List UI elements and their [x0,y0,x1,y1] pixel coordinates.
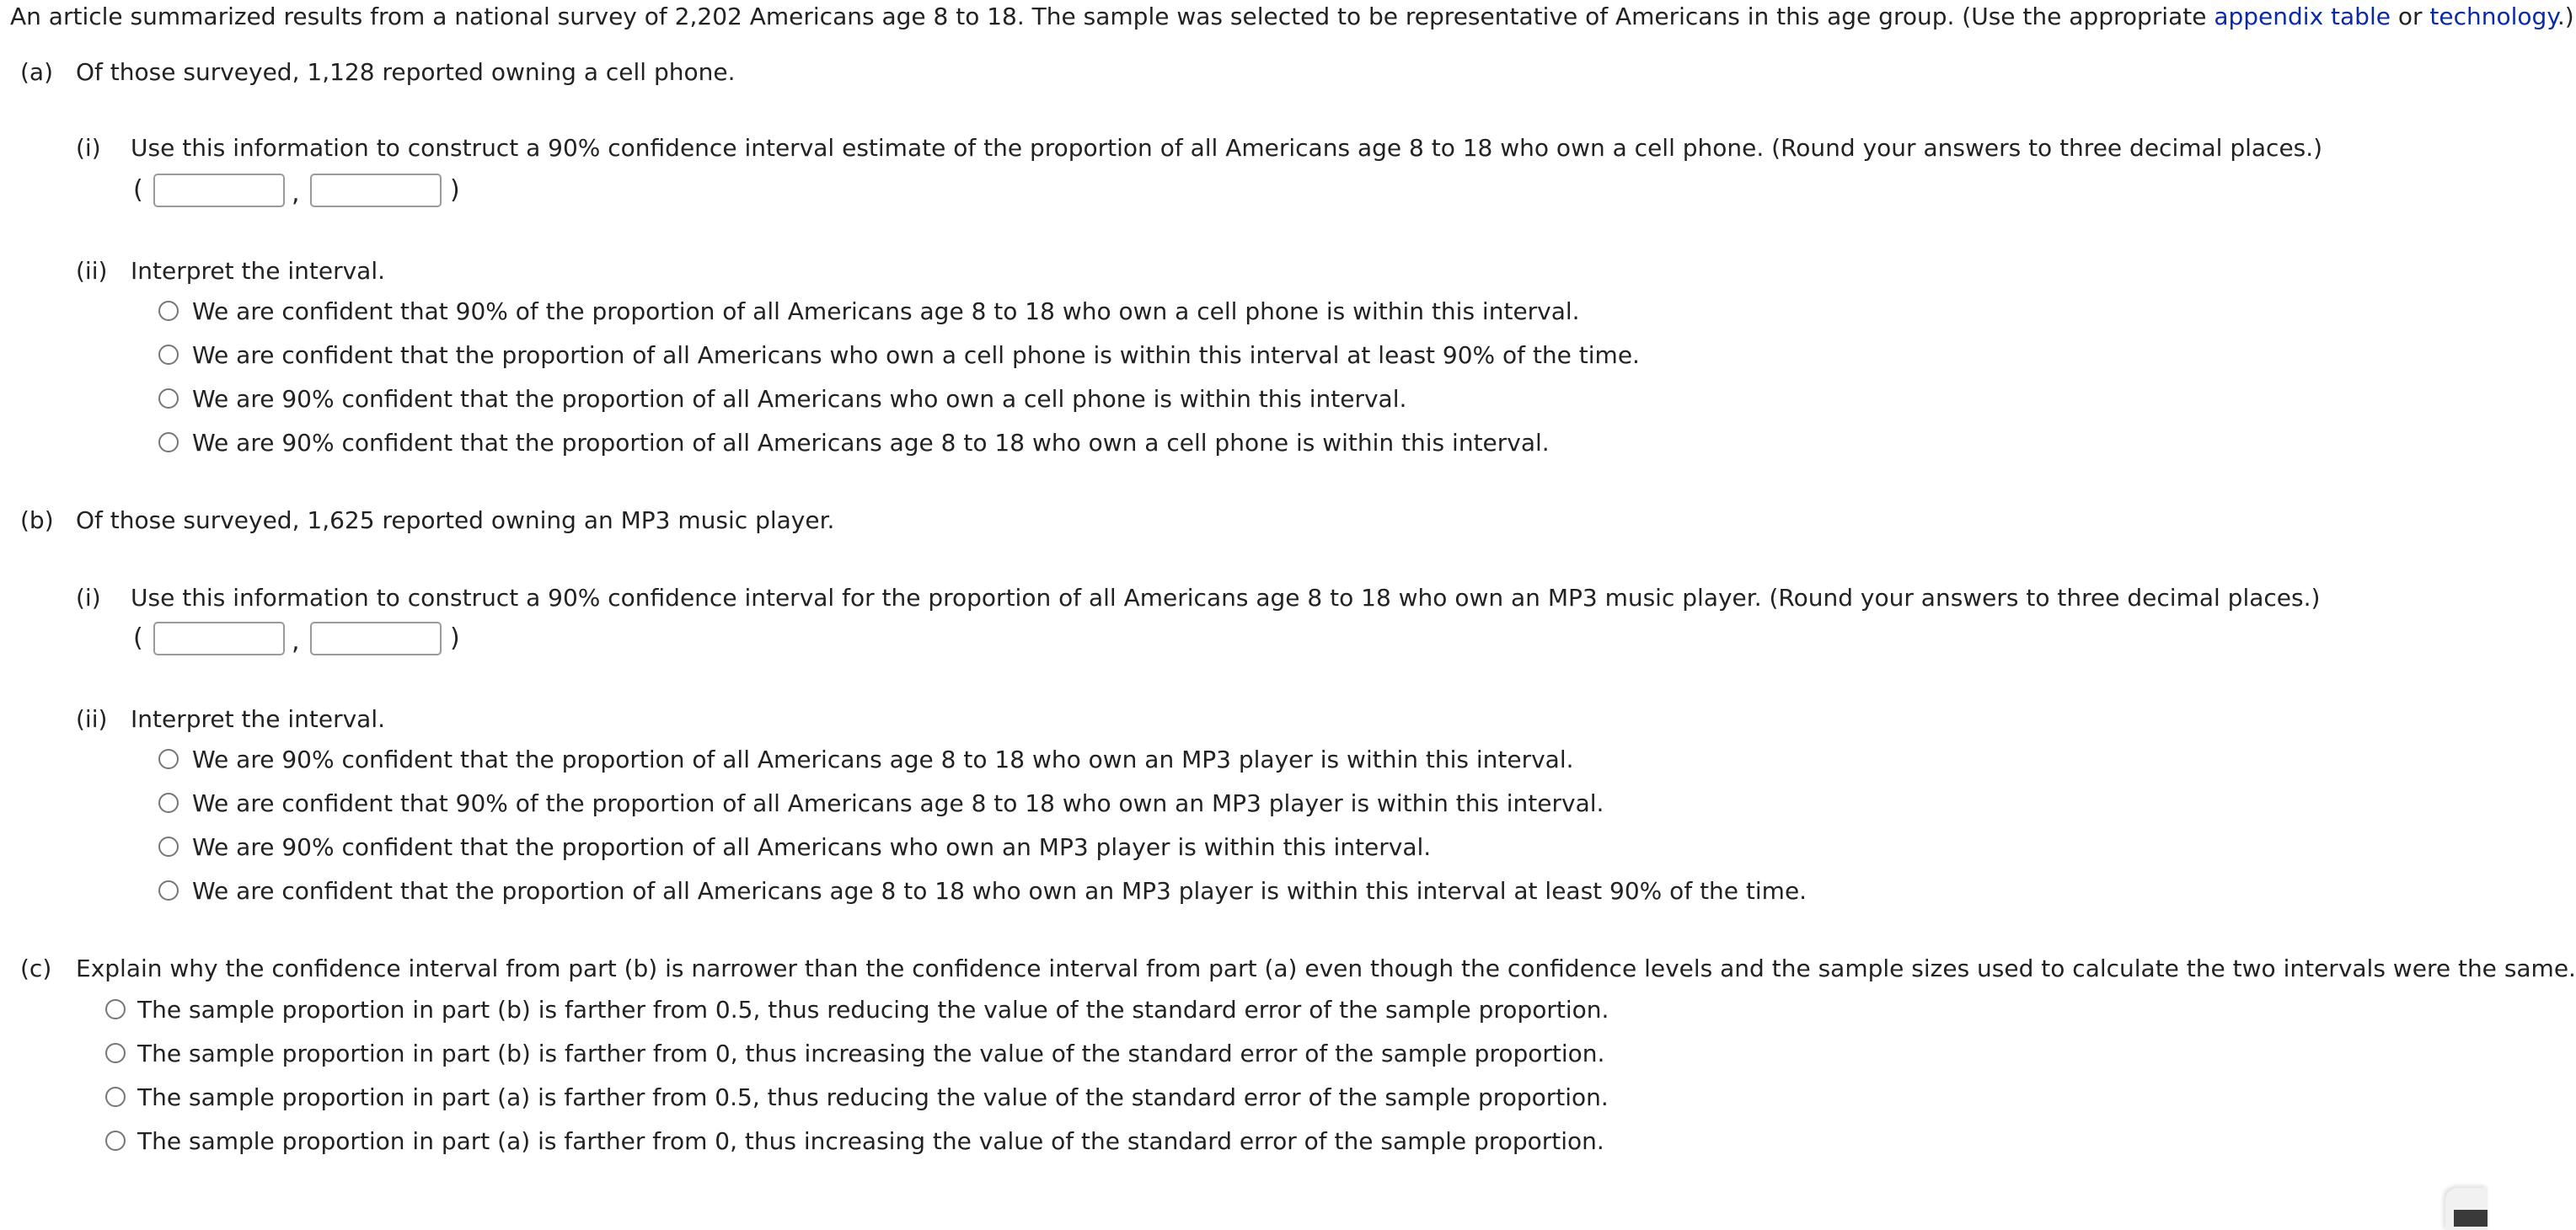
intro-text: An article summarized results from a national survey of 2,202 Americans age 8 to 18. The sample was selected to be representative of Americans in this age group. (Use the appropriate [10,3,2215,30]
part-c-option-1-label[interactable]: The sample proportion in part (b) is farther from 0.5, thus reducing the value of the standard error of the sample proportion. [137,996,1609,1024]
part-c-option-3-label[interactable]: The sample proportion in part (a) is farther from 0.5, thus reducing the value of the standard error of the sample proportion. [137,1083,1609,1111]
part-a-ii-option-2-radio[interactable] [158,345,179,365]
part-c-option-1-radio[interactable] [105,999,126,1019]
part-a-ii-label: (ii) [76,257,108,285]
part-b-ii-option-1-radio[interactable] [158,749,179,769]
part-c-option-4-label[interactable]: The sample proportion in part (a) is farther from 0, thus increasing the value of the standard error of the sample proportion. [137,1127,1604,1155]
part-b-i-label: (i) [76,584,101,612]
part-b-ii-option-1-label[interactable]: We are 90% confident that the proportion of all Americans age 8 to 18 who own an MP3 player is within this interval. [192,746,1574,773]
part-a-close-paren: ) [450,175,460,205]
part-b-ii-option-3-radio[interactable] [158,837,179,857]
part-b-ii-option-4-label[interactable]: We are confident that the proportion of all Americans age 8 to 18 who own an MP3 player is within this interval at least 90% of the time. [192,877,1807,905]
part-a-ii-option-2-label[interactable]: We are confident that the proportion of all Americans who own a cell phone is within this interval at least 90% of the time. [192,341,1640,369]
part-b-text: Of those surveyed, 1,625 reported owning an MP3 music player. [76,506,835,534]
part-c-label: (c) [20,955,52,982]
part-a-lower-bound-input[interactable] [153,174,285,207]
part-c-option-2-label[interactable]: The sample proportion in part (b) is farther from 0, thus increasing the value of the standard error of the sample proportion. [137,1040,1605,1067]
part-c-option-3-radio[interactable] [105,1087,126,1107]
part-a-ii-option-4-radio[interactable] [158,432,179,452]
problem-intro [10,0,2574,34]
technology-link[interactable]: technology [2429,3,2557,30]
part-a-i-text: Use this information to construct a 90% confidence interval estimate of the proportion of all Americans age 8 to 18 who own a cell phone. (Round your answers to three decimal places.) [131,134,2323,162]
part-a-label: (a) [20,58,54,86]
part-a-ii-text: Interpret the interval. [131,257,385,285]
part-a-ii-option-3-label[interactable]: We are 90% confident that the proportion of all Americans who own a cell phone is within this interval. [192,385,1407,413]
part-c-option-4-radio[interactable] [105,1131,126,1151]
part-a-i-label: (i) [76,134,101,162]
part-b-open-paren: ( [133,623,143,653]
part-b-ii-option-2-label[interactable]: We are confident that 90% of the proportion of all Americans age 8 to 18 who own an MP3 player is within this interval. [192,789,1604,817]
part-b-ii-option-2-radio[interactable] [158,793,179,813]
part-a-ii-option-1-radio[interactable] [158,301,179,321]
corner-widget[interactable] [2445,1188,2488,1230]
part-b-ii-option-4-radio[interactable] [158,880,179,901]
part-a-ii-option-1-label[interactable]: We are confident that 90% of the proportion of all Americans age 8 to 18 who own a cell phone is within this interval. [192,297,1580,325]
appendix-table-link[interactable]: appendix table [2214,3,2391,30]
part-c-text: Explain why the confidence interval from part (b) is narrower than the confidence interval from part (a) even though the confidence levels and the sample sizes used to calculate the two intervals were the same. [76,955,2576,982]
part-a-upper-bound-input[interactable] [310,174,442,207]
part-a-open-paren: ( [133,175,143,205]
part-b-ii-option-3-label[interactable]: We are 90% confident that the proportion of all Americans who own an MP3 player is within this interval. [192,833,1432,861]
part-b-comma: , [292,627,300,656]
intro-end-text: .) [2557,3,2574,30]
part-a-ii-option-3-radio[interactable] [158,388,179,409]
corner-widget-icon [2454,1210,2488,1227]
part-b-close-paren: ) [450,623,460,653]
part-b-i-text: Use this information to construct a 90% confidence interval for the proportion of all Americans age 8 to 18 who own an MP3 music player. (Round your answers to three decimal places.) [131,584,2321,612]
part-b-label: (b) [20,506,54,534]
part-b-lower-bound-input[interactable] [153,622,285,655]
part-a-text: Of those surveyed, 1,128 reported owning a cell phone. [76,58,736,86]
intro-or-text: or [2390,3,2430,30]
part-b-ii-text: Interpret the interval. [131,705,385,733]
part-a-comma: , [292,179,300,208]
part-b-ii-label: (ii) [76,705,108,733]
part-c-option-2-radio[interactable] [105,1043,126,1063]
part-a-ii-option-4-label[interactable]: We are 90% confident that the proportion of all Americans age 8 to 18 who own a cell phone is within this interval. [192,429,1550,457]
part-b-upper-bound-input[interactable] [310,622,442,655]
